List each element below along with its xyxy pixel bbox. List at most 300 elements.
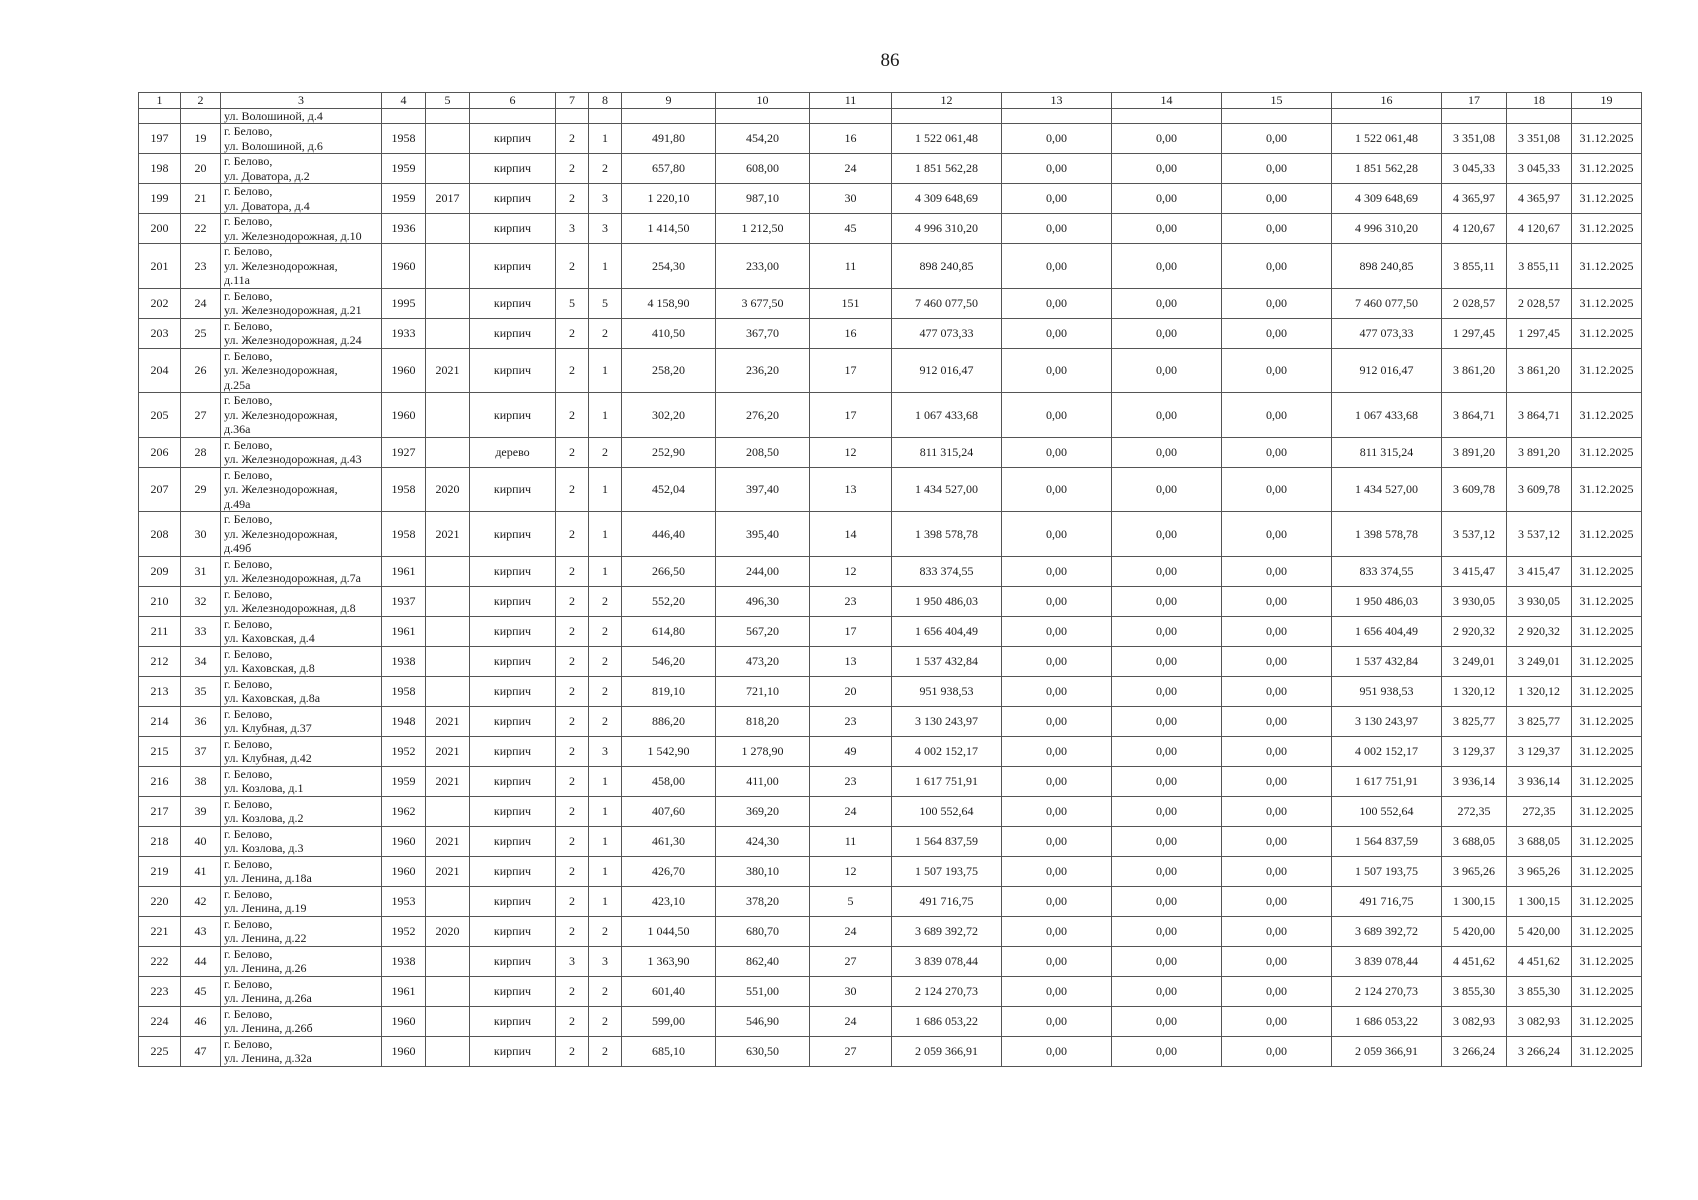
deadline-cell: 31.12.2025	[1572, 154, 1642, 184]
funding-13-cell: 0,00	[1002, 616, 1112, 646]
table-row	[139, 586, 1642, 616]
repair-year-cell: 2020	[426, 467, 470, 512]
entrances-cell: 2	[589, 706, 622, 736]
funding-13-cell: 0,00	[1002, 1006, 1112, 1036]
repair-year-cell	[426, 616, 470, 646]
funding-13-cell: 0,00	[1002, 318, 1112, 348]
table-row	[139, 437, 1642, 467]
deadline-cell: 31.12.2025	[1572, 886, 1642, 916]
funding-15-cell: 0,00	[1222, 512, 1332, 557]
row-number-cell: 217	[139, 796, 181, 826]
unit-cost-18-cell: 272,35	[1507, 796, 1572, 826]
column-header: 2	[181, 93, 221, 109]
total-area-cell: 258,20	[622, 348, 716, 393]
residents-cell: 17	[810, 616, 892, 646]
living-area-cell: 987,10	[716, 184, 810, 214]
residents-cell: 17	[810, 348, 892, 393]
total-cost-cell: 3 839 078,44	[892, 946, 1002, 976]
funding-15-cell: 0,00	[1222, 437, 1332, 467]
row-number-cell: 212	[139, 646, 181, 676]
funding-15-cell: 0,00	[1222, 886, 1332, 916]
living-area-cell: 369,20	[716, 796, 810, 826]
residents-cell: 30	[810, 184, 892, 214]
column-header: 4	[382, 93, 426, 109]
funding-13-cell: 0,00	[1002, 916, 1112, 946]
residents-cell: 13	[810, 467, 892, 512]
total-cost-cell: 1 686 053,22	[892, 1006, 1002, 1036]
local-number-cell: 34	[181, 646, 221, 676]
address-cell	[221, 393, 382, 438]
total-cost-cell: 100 552,64	[892, 796, 1002, 826]
row-number-cell: 204	[139, 348, 181, 393]
funding-16-cell: 898 240,85	[1332, 244, 1442, 289]
address-cell	[221, 826, 382, 856]
floors-cell: 2	[556, 244, 589, 289]
floors-cell: 2	[556, 976, 589, 1006]
funding-14-cell: 0,00	[1112, 976, 1222, 1006]
funding-13-cell: 0,00	[1002, 214, 1112, 244]
repair-year-cell	[426, 556, 470, 586]
residents-cell: 24	[810, 916, 892, 946]
unit-cost-18-cell: 3 082,93	[1507, 1006, 1572, 1036]
year-built-cell: 1959	[382, 184, 426, 214]
address-line: г. Белово,	[224, 154, 273, 168]
floors-cell: 2	[556, 512, 589, 557]
address-line: д.36а	[224, 422, 251, 436]
wall-material-cell: кирпич	[470, 796, 556, 826]
unit-cost-18-cell: 3 855,11	[1507, 244, 1572, 289]
address-line: г. Белово,	[224, 946, 273, 961]
living-area-cell: 397,40	[716, 467, 810, 512]
funding-15-cell: 0,00	[1222, 616, 1332, 646]
residents-cell: 24	[810, 154, 892, 184]
address-cell	[221, 796, 382, 826]
residents-cell: 151	[810, 288, 892, 318]
unit-cost-17-cell: 3 609,78	[1442, 467, 1507, 512]
deadline-cell: 31.12.2025	[1572, 437, 1642, 467]
year-built-cell: 1960	[382, 393, 426, 438]
residents-cell: 27	[810, 1036, 892, 1066]
address-cell	[221, 976, 382, 1006]
living-area-cell: 236,20	[716, 348, 810, 393]
total-cost-cell: 1 507 193,75	[892, 856, 1002, 886]
funding-14-cell: 0,00	[1112, 1036, 1222, 1066]
local-number-cell: 35	[181, 676, 221, 706]
year-built-cell: 1958	[382, 676, 426, 706]
year-built-cell: 1958	[382, 512, 426, 557]
column-number-row	[139, 93, 1642, 109]
local-number-cell: 44	[181, 946, 221, 976]
table-row	[139, 976, 1642, 1006]
year-built-cell: 1936	[382, 214, 426, 244]
total-area-cell: 407,60	[622, 796, 716, 826]
entrances-cell: 2	[589, 1036, 622, 1066]
year-built-cell: 1961	[382, 616, 426, 646]
unit-cost-17-cell: 3 936,14	[1442, 766, 1507, 796]
floors-cell: 2	[556, 184, 589, 214]
table-row	[139, 796, 1642, 826]
funding-15-cell: 0,00	[1222, 1036, 1332, 1066]
unit-cost-18-cell: 3 129,37	[1507, 736, 1572, 766]
repair-year-cell	[426, 796, 470, 826]
total-cost-cell: 1 398 578,78	[892, 512, 1002, 557]
repair-year-cell: 2021	[426, 512, 470, 557]
wall-material-cell: кирпич	[470, 856, 556, 886]
address-line: ул. Козлова, д.3	[224, 841, 304, 855]
wall-material-cell: кирпич	[470, 976, 556, 1006]
repair-year-cell	[426, 1036, 470, 1066]
living-area-cell: 454,20	[716, 124, 810, 154]
row-number-cell: 202	[139, 288, 181, 318]
address-line: г. Белово,	[224, 124, 273, 138]
total-area-cell: 302,20	[622, 393, 716, 438]
table-row	[139, 916, 1642, 946]
deadline-cell: 31.12.2025	[1572, 184, 1642, 214]
funding-16-cell: 7 460 077,50	[1332, 288, 1442, 318]
floors-cell: 2	[556, 736, 589, 766]
table-row	[139, 706, 1642, 736]
repair-year-cell: 2017	[426, 184, 470, 214]
unit-cost-17-cell: 4 120,67	[1442, 214, 1507, 244]
funding-16-cell: 1 950 486,03	[1332, 586, 1442, 616]
repair-year-cell: 2021	[426, 706, 470, 736]
living-area-cell: 862,40	[716, 946, 810, 976]
address-line: д.49б	[224, 541, 252, 555]
unit-cost-17-cell: 4 365,97	[1442, 184, 1507, 214]
address-cell	[221, 856, 382, 886]
wall-material-cell: кирпич	[470, 393, 556, 438]
entrances-cell: 1	[589, 766, 622, 796]
funding-14-cell: 0,00	[1112, 886, 1222, 916]
local-number-cell: 36	[181, 706, 221, 736]
residents-cell: 16	[810, 318, 892, 348]
address-cell	[221, 1036, 382, 1066]
deadline-cell: 31.12.2025	[1572, 556, 1642, 586]
deadline-cell: 31.12.2025	[1572, 646, 1642, 676]
total-area-cell: 886,20	[622, 706, 716, 736]
unit-cost-18-cell: 3 415,47	[1507, 556, 1572, 586]
column-header: 18	[1507, 93, 1572, 109]
address-cell	[221, 736, 382, 766]
row-number-cell: 206	[139, 437, 181, 467]
address-line: д.11а	[224, 273, 250, 287]
address-cell	[221, 214, 382, 244]
repair-year-cell	[426, 1006, 470, 1036]
unit-cost-17-cell: 3 855,30	[1442, 976, 1507, 1006]
unit-cost-17-cell: 2 028,57	[1442, 288, 1507, 318]
year-built-cell: 1937	[382, 586, 426, 616]
funding-15-cell: 0,00	[1222, 586, 1332, 616]
unit-cost-18-cell: 3 688,05	[1507, 826, 1572, 856]
year-built-cell: 1953	[382, 886, 426, 916]
table-row	[139, 736, 1642, 766]
deadline-cell: 31.12.2025	[1572, 393, 1642, 438]
funding-13-cell: 0,00	[1002, 856, 1112, 886]
year-built-cell: 1959	[382, 154, 426, 184]
address-line: г. Белово,	[224, 512, 273, 526]
wall-material-cell: кирпич	[470, 184, 556, 214]
repair-year-cell: 2021	[426, 826, 470, 856]
wall-material-cell: кирпич	[470, 916, 556, 946]
table-row	[139, 348, 1642, 393]
table-row	[139, 244, 1642, 289]
address-cell	[221, 676, 382, 706]
local-number-cell: 30	[181, 512, 221, 557]
funding-16-cell: 1 686 053,22	[1332, 1006, 1442, 1036]
column-header: 14	[1112, 93, 1222, 109]
funding-15-cell: 0,00	[1222, 556, 1332, 586]
address-line: г. Белово,	[224, 706, 273, 721]
table-row	[139, 556, 1642, 586]
unit-cost-18-cell: 1 320,12	[1507, 676, 1572, 706]
total-area-cell: 266,50	[622, 556, 716, 586]
table-row	[139, 886, 1642, 916]
address-line: ул. Железнодорожная, д.7а	[224, 571, 362, 585]
unit-cost-17-cell: 3 688,05	[1442, 826, 1507, 856]
funding-16-cell: 2 124 270,73	[1332, 976, 1442, 1006]
deadline-cell: 31.12.2025	[1572, 856, 1642, 886]
total-cost-cell: 912 016,47	[892, 348, 1002, 393]
total-area-cell: 1 363,90	[622, 946, 716, 976]
funding-13-cell: 0,00	[1002, 646, 1112, 676]
row-number-cell: 221	[139, 916, 181, 946]
address-cell	[221, 706, 382, 736]
row-number-cell: 208	[139, 512, 181, 557]
total-area-cell: 491,80	[622, 124, 716, 154]
living-area-cell: 276,20	[716, 393, 810, 438]
floors-cell: 2	[556, 1036, 589, 1066]
floors-cell: 2	[556, 348, 589, 393]
floors-cell: 2	[556, 393, 589, 438]
continued-row	[139, 108, 1642, 124]
local-number-cell: 31	[181, 556, 221, 586]
address-cell	[221, 1006, 382, 1036]
residents-cell: 23	[810, 586, 892, 616]
funding-15-cell: 0,00	[1222, 154, 1332, 184]
living-area-cell: 244,00	[716, 556, 810, 586]
living-area-cell: 208,50	[716, 437, 810, 467]
deadline-cell: 31.12.2025	[1572, 467, 1642, 512]
floors-cell: 2	[556, 556, 589, 586]
address-line: г. Белово,	[224, 393, 273, 407]
total-cost-cell: 1 564 837,59	[892, 826, 1002, 856]
entrances-cell: 1	[589, 856, 622, 886]
column-header: 3	[221, 93, 382, 109]
unit-cost-18-cell: 3 045,33	[1507, 154, 1572, 184]
unit-cost-18-cell: 3 930,05	[1507, 586, 1572, 616]
row-number-cell: 211	[139, 616, 181, 646]
address-line: ул. Козлова, д.1	[224, 781, 304, 795]
year-built-cell: 1961	[382, 976, 426, 1006]
unit-cost-18-cell: 3 965,26	[1507, 856, 1572, 886]
entrances-cell: 1	[589, 796, 622, 826]
wall-material-cell: кирпич	[470, 826, 556, 856]
repair-year-cell	[426, 288, 470, 318]
total-area-cell: 458,00	[622, 766, 716, 796]
wall-material-cell: кирпич	[470, 288, 556, 318]
year-built-cell: 1960	[382, 826, 426, 856]
row-number-cell: 201	[139, 244, 181, 289]
floors-cell: 2	[556, 676, 589, 706]
funding-13-cell: 0,00	[1002, 124, 1112, 154]
unit-cost-17-cell: 1 297,45	[1442, 318, 1507, 348]
table-row	[139, 646, 1642, 676]
living-area-cell: 411,00	[716, 766, 810, 796]
total-area-cell: 1 044,50	[622, 916, 716, 946]
living-area-cell: 424,30	[716, 826, 810, 856]
table-row	[139, 184, 1642, 214]
row-number-cell: 215	[139, 736, 181, 766]
unit-cost-17-cell: 3 537,12	[1442, 512, 1507, 557]
address-cell	[221, 586, 382, 616]
unit-cost-18-cell: 3 351,08	[1507, 124, 1572, 154]
living-area-cell: 367,70	[716, 318, 810, 348]
row-number-cell: 209	[139, 556, 181, 586]
total-cost-cell: 1 537 432,84	[892, 646, 1002, 676]
residents-cell: 16	[810, 124, 892, 154]
address-line: ул. Железнодорожная,	[224, 482, 338, 496]
year-built-cell: 1960	[382, 348, 426, 393]
funding-14-cell: 0,00	[1112, 766, 1222, 796]
column-header: 16	[1332, 93, 1442, 109]
unit-cost-18-cell: 3 891,20	[1507, 437, 1572, 467]
column-header: 15	[1222, 93, 1332, 109]
living-area-cell: 233,00	[716, 244, 810, 289]
funding-14-cell: 0,00	[1112, 437, 1222, 467]
entrances-cell: 1	[589, 556, 622, 586]
total-cost-cell: 1 851 562,28	[892, 154, 1002, 184]
address-line: ул. Доватора, д.2	[224, 168, 310, 183]
unit-cost-18-cell: 3 609,78	[1507, 467, 1572, 512]
floors-cell: 2	[556, 616, 589, 646]
entrances-cell: 2	[589, 154, 622, 184]
column-header: 17	[1442, 93, 1507, 109]
wall-material-cell: кирпич	[470, 1006, 556, 1036]
year-built-cell: 1960	[382, 244, 426, 289]
year-built-cell: 1938	[382, 946, 426, 976]
funding-15-cell: 0,00	[1222, 766, 1332, 796]
unit-cost-17-cell: 3 930,05	[1442, 586, 1507, 616]
entrances-cell: 2	[589, 916, 622, 946]
row-number-cell: 200	[139, 214, 181, 244]
deadline-cell: 31.12.2025	[1572, 288, 1642, 318]
address-cell	[221, 244, 382, 289]
funding-16-cell: 1 434 527,00	[1332, 467, 1442, 512]
repair-year-cell: 2021	[426, 766, 470, 796]
floors-cell: 2	[556, 646, 589, 676]
wall-material-cell: кирпич	[470, 736, 556, 766]
address-line: ул. Волошиной, д.4	[224, 108, 323, 123]
entrances-cell: 1	[589, 348, 622, 393]
funding-13-cell: 0,00	[1002, 766, 1112, 796]
total-cost-cell: 4 996 310,20	[892, 214, 1002, 244]
address-line: г. Белово,	[224, 976, 273, 991]
repair-year-cell	[426, 393, 470, 438]
deadline-cell: 31.12.2025	[1572, 1006, 1642, 1036]
address-cell	[221, 616, 382, 646]
repair-year-cell	[426, 437, 470, 467]
table-body	[139, 108, 1642, 1066]
deadline-cell: 31.12.2025	[1572, 976, 1642, 1006]
year-built-cell: 1995	[382, 288, 426, 318]
funding-16-cell: 3 689 392,72	[1332, 916, 1442, 946]
address-line: д.25а	[224, 377, 251, 392]
entrances-cell: 2	[589, 1006, 622, 1036]
year-built-cell: 1962	[382, 796, 426, 826]
funding-13-cell: 0,00	[1002, 796, 1112, 826]
funding-15-cell: 0,00	[1222, 976, 1332, 1006]
address-line: г. Белово,	[224, 184, 273, 198]
year-built-cell: 1961	[382, 556, 426, 586]
repair-year-cell: 2021	[426, 348, 470, 393]
unit-cost-17-cell: 3 825,77	[1442, 706, 1507, 736]
residents-cell: 23	[810, 766, 892, 796]
column-header: 6	[470, 93, 556, 109]
row-number-cell: 205	[139, 393, 181, 438]
entrances-cell: 1	[589, 124, 622, 154]
table-row	[139, 676, 1642, 706]
housing-register-table	[138, 92, 1642, 1067]
address-line: г. Белово,	[224, 1036, 273, 1051]
funding-14-cell: 0,00	[1112, 244, 1222, 289]
wall-material-cell: кирпич	[470, 766, 556, 796]
repair-year-cell: 2021	[426, 856, 470, 886]
year-built-cell: 1952	[382, 736, 426, 766]
entrances-cell: 3	[589, 946, 622, 976]
repair-year-cell	[426, 154, 470, 184]
address-line: ул. Железнодорожная,	[224, 407, 338, 422]
year-built-cell: 1959	[382, 766, 426, 796]
funding-13-cell: 0,00	[1002, 556, 1112, 586]
table-row	[139, 393, 1642, 438]
wall-material-cell: кирпич	[470, 244, 556, 289]
funding-16-cell: 4 002 152,17	[1332, 736, 1442, 766]
table-row	[139, 1036, 1642, 1066]
entrances-cell: 1	[589, 393, 622, 438]
row-number-cell: 222	[139, 946, 181, 976]
funding-13-cell: 0,00	[1002, 393, 1112, 438]
funding-15-cell: 0,00	[1222, 214, 1332, 244]
total-cost-cell: 1 522 061,48	[892, 124, 1002, 154]
wall-material-cell: кирпич	[470, 348, 556, 393]
funding-16-cell: 477 073,33	[1332, 318, 1442, 348]
residents-cell: 45	[810, 214, 892, 244]
address-cell	[221, 348, 382, 393]
local-number-cell: 23	[181, 244, 221, 289]
floors-cell: 2	[556, 318, 589, 348]
repair-year-cell	[426, 124, 470, 154]
unit-cost-17-cell: 3 855,11	[1442, 244, 1507, 289]
repair-year-cell: 2020	[426, 916, 470, 946]
year-built-cell: 1960	[382, 1006, 426, 1036]
local-number-cell: 28	[181, 437, 221, 467]
unit-cost-17-cell: 3 249,01	[1442, 646, 1507, 676]
wall-material-cell: дерево	[470, 437, 556, 467]
residents-cell: 30	[810, 976, 892, 1006]
column-header: 12	[892, 93, 1002, 109]
row-number-cell: 210	[139, 586, 181, 616]
wall-material-cell: кирпич	[470, 124, 556, 154]
funding-16-cell: 3 130 243,97	[1332, 706, 1442, 736]
total-cost-cell: 1 434 527,00	[892, 467, 1002, 512]
total-cost-cell: 951 938,53	[892, 676, 1002, 706]
deadline-cell: 31.12.2025	[1572, 318, 1642, 348]
address-line: г. Белово,	[224, 676, 273, 691]
entrances-cell: 1	[589, 467, 622, 512]
address-line: г. Белово,	[224, 916, 273, 931]
table-row	[139, 124, 1642, 154]
total-cost-cell: 477 073,33	[892, 318, 1002, 348]
